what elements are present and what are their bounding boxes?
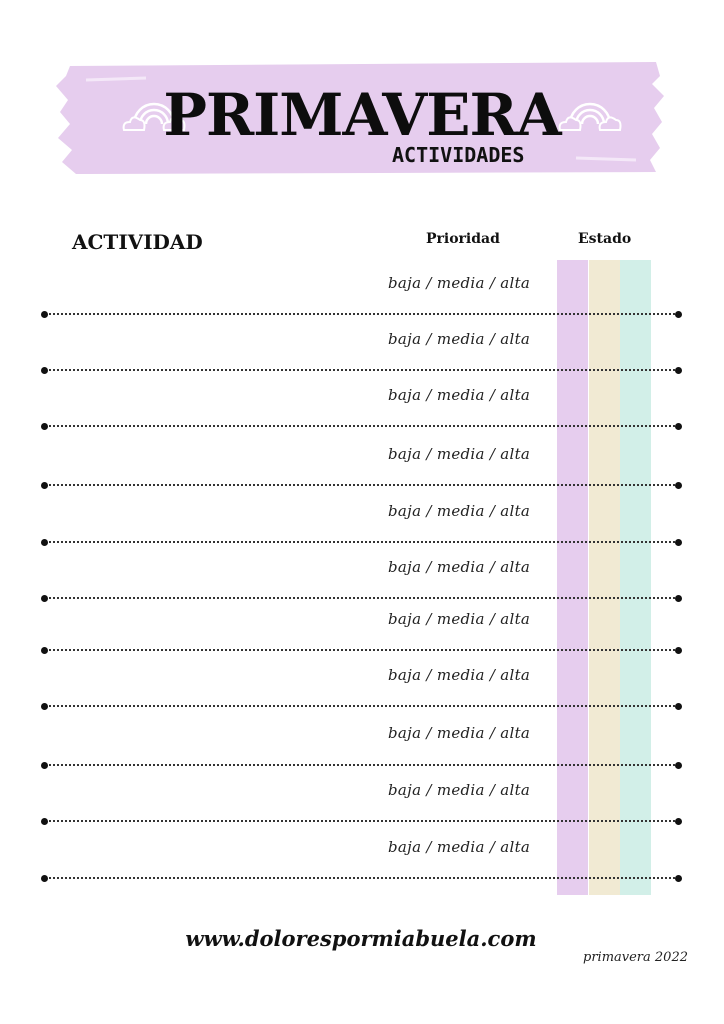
line-end-dot [675, 423, 682, 430]
status-stripe-1[interactable] [557, 260, 588, 895]
dotted-writing-line[interactable] [44, 313, 679, 315]
line-end-dot [675, 647, 682, 654]
priority-options[interactable]: baja / media / alta [388, 666, 531, 684]
dotted-writing-line[interactable] [44, 597, 679, 599]
line-end-dot [675, 311, 682, 318]
line-end-dot [675, 818, 682, 825]
page-title: PRIMAVERA [163, 81, 561, 149]
priority-options[interactable]: baja / media / alta [388, 445, 531, 463]
priority-options[interactable]: baja / media / alta [388, 781, 531, 799]
line-end-dot [675, 595, 682, 602]
column-header-status: Estado [578, 231, 632, 247]
line-end-dot [41, 311, 48, 318]
line-end-dot [41, 762, 48, 769]
line-end-dot [41, 539, 48, 546]
line-end-dot [41, 818, 48, 825]
dotted-writing-line[interactable] [44, 484, 679, 486]
status-stripe-3[interactable] [620, 260, 651, 895]
priority-options[interactable]: baja / media / alta [388, 610, 531, 628]
dotted-writing-line[interactable] [44, 649, 679, 651]
line-end-dot [41, 703, 48, 710]
priority-options[interactable]: baja / media / alta [388, 838, 531, 856]
priority-options[interactable]: baja / media / alta [388, 330, 531, 348]
footer-website[interactable]: www.dolorespormiabuela.com [185, 926, 537, 951]
line-end-dot [41, 595, 48, 602]
line-end-dot [675, 703, 682, 710]
dotted-writing-line[interactable] [44, 820, 679, 822]
dotted-writing-line[interactable] [44, 425, 679, 427]
footer-caption: primavera 2022 [583, 950, 688, 965]
priority-options[interactable]: baja / media / alta [388, 502, 531, 520]
column-header-activity: ACTIVIDAD [72, 230, 203, 254]
column-header-priority: Prioridad [426, 231, 500, 247]
dotted-writing-line[interactable] [44, 877, 679, 879]
dotted-writing-line[interactable] [44, 541, 679, 543]
priority-options[interactable]: baja / media / alta [388, 558, 531, 576]
line-end-dot [41, 423, 48, 430]
page-subtitle: ACTIVIDADES [392, 143, 525, 167]
line-end-dot [675, 482, 682, 489]
line-end-dot [41, 875, 48, 882]
line-end-dot [41, 647, 48, 654]
line-end-dot [675, 762, 682, 769]
line-end-dot [675, 875, 682, 882]
priority-options[interactable]: baja / media / alta [388, 724, 531, 742]
dotted-writing-line[interactable] [44, 369, 679, 371]
line-end-dot [41, 367, 48, 374]
dotted-writing-line[interactable] [44, 764, 679, 766]
line-end-dot [675, 367, 682, 374]
line-end-dot [41, 482, 48, 489]
dotted-writing-line[interactable] [44, 705, 679, 707]
priority-options[interactable]: baja / media / alta [388, 274, 531, 292]
line-end-dot [675, 539, 682, 546]
status-stripe-2[interactable] [589, 260, 620, 895]
priority-options[interactable]: baja / media / alta [388, 386, 531, 404]
